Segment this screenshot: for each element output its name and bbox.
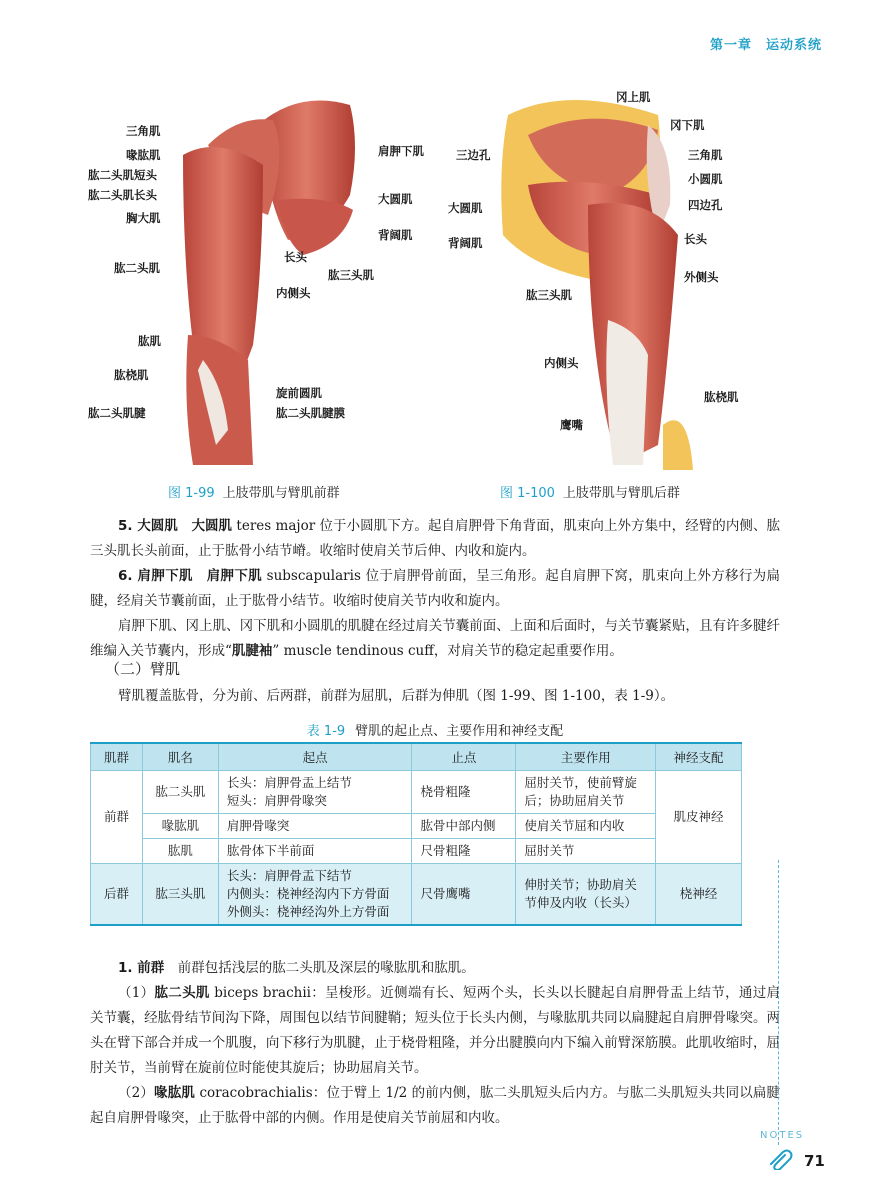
label-brachialis: 肱肌 xyxy=(138,334,161,348)
figure-right-caption xyxy=(500,482,680,501)
term-teres-major: 大圆肌 xyxy=(191,518,233,534)
figure-posterior-arm xyxy=(448,85,768,470)
table-row xyxy=(91,814,742,839)
label-biceps-long-head: 肱二头肌长头 xyxy=(88,188,157,202)
cell-nerve-front: 肌皮神经 xyxy=(656,771,742,864)
label-triceps-posterior: 肱三头肌 xyxy=(526,288,572,302)
label-teres-minor: 小圆肌 xyxy=(688,172,723,186)
col-header-action: 主要作用 xyxy=(516,743,656,771)
col-header-insertion: 止点 xyxy=(412,743,516,771)
text-cuff-a: 肩胛下肌、冈上肌、冈下肌和小圆肌的肌腱在经过肩关节囊前面、上面和后面时，与关节囊紧贴，且有许多腱纤维编入关节囊内，形成“ xyxy=(90,618,780,659)
label-brachioradialis-posterior: 肱桡肌 xyxy=(704,390,739,404)
table-row xyxy=(91,864,742,926)
figure-left-caption xyxy=(168,482,340,501)
label-quadrangular-space: 四边孔 xyxy=(688,198,723,212)
label-olecranon: 鹰嘴 xyxy=(560,418,583,432)
label-triceps: 肱三头肌 xyxy=(328,268,374,282)
chapter-title: 运动系统 xyxy=(765,38,822,53)
cell-action-coracobrachialis: 使肩关节屈和内收 xyxy=(516,814,656,839)
arm-muscle-table xyxy=(90,742,742,926)
cell-origin-coracobrachialis: 肩胛骨喙突 xyxy=(218,814,412,839)
page-number: 71 xyxy=(804,1152,825,1170)
cell-group-back: 后群 xyxy=(91,864,143,926)
heading-teres-major: 5. 大圆肌 xyxy=(118,518,178,534)
label-subscapularis: 肩胛下肌 xyxy=(378,144,424,158)
cell-action-brachialis: 屈肘关节 xyxy=(516,839,656,864)
label-medial-head: 内侧头 xyxy=(276,286,311,300)
label-bicipital-aponeurosis: 肱二头肌腱膜 xyxy=(276,406,345,420)
label-latissimus-posterior: 背阔肌 xyxy=(448,236,483,250)
term-subscapularis: 肩胛下肌 xyxy=(206,568,263,584)
paragraph-anterior-group xyxy=(90,956,780,981)
label-medial-head-posterior: 内侧头 xyxy=(544,356,579,370)
notes-label: NOTES xyxy=(760,1130,805,1141)
origin-line: 短头：肩胛骨喙突 xyxy=(226,793,327,808)
text-anterior-group: 前群包括浅层的肱二头肌及深层的喙肱肌和肱肌。 xyxy=(164,960,475,976)
label-deltoid-posterior: 三角肌 xyxy=(688,148,723,162)
paragraph-subscapularis xyxy=(90,564,780,614)
cell-muscle-triceps: 肱三头肌 xyxy=(142,864,218,926)
text-teres-major: teres major 位于小圆肌下方。起自肩胛骨下角背面，肌束向上外方集中，经臂的内侧、肱三头肌长头前面，止于肱骨小结节嵴。收缩时使肩关节后伸、内收和旋内。 xyxy=(90,518,780,559)
running-header xyxy=(710,34,822,53)
term-biceps: 肱二头肌 xyxy=(154,985,210,1001)
table-row xyxy=(91,771,742,814)
cell-insertion-triceps: 尺骨鹰嘴 xyxy=(412,864,516,926)
heading-anterior-group: 1. 前群 xyxy=(118,960,165,976)
label-latissimus-dorsi: 背阔肌 xyxy=(378,228,413,242)
label-pectoralis-major: 胸大肌 xyxy=(126,211,161,225)
origin-line: 长头：肩胛骨盂下结节 xyxy=(226,868,352,883)
origin-line: 内侧头：桡神经沟内下方骨面 xyxy=(226,886,390,901)
cell-origin-biceps xyxy=(218,771,412,814)
paperclip-icon xyxy=(768,1148,794,1170)
cell-action-triceps: 伸肘关节；协助肩关节伸及内收（长头） xyxy=(516,864,656,926)
table-title: 臂肌的起止点、主要作用和神经支配 xyxy=(355,724,564,739)
cell-origin-triceps xyxy=(218,864,412,926)
text-coracobrachialis: coracobrachialis：位于臂上 1/2 的前内侧，肱二头肌短头后内方。与肱二头肌短头共同以扁腱起自肩胛骨喙突，止于肱骨中部的内侧。作用是使肩关节前屈和内收。 xyxy=(90,1085,781,1126)
figure-right-number: 图 1-100 xyxy=(500,486,555,501)
cell-muscle-coracobrachialis: 喙肱肌 xyxy=(142,814,218,839)
paragraph-teres-major xyxy=(90,514,780,564)
col-header-nerve: 神经支配 xyxy=(656,743,742,771)
notes-divider xyxy=(778,860,779,1145)
table-header-row xyxy=(91,743,742,771)
paragraph-coracobrachialis xyxy=(90,1081,780,1131)
label-triangular-space: 三边孔 xyxy=(456,148,491,162)
cell-muscle-biceps: 肱二头肌 xyxy=(142,771,218,814)
label-biceps: 肱二头肌 xyxy=(114,261,160,275)
cell-origin-brachialis: 肱骨体下半前面 xyxy=(218,839,412,864)
label-biceps-short-head: 肱二头肌短头 xyxy=(88,168,157,182)
table-caption xyxy=(0,720,870,739)
cell-nerve-back: 桡神经 xyxy=(656,864,742,926)
term-coracobrachialis: 喙肱肌 xyxy=(154,1085,195,1101)
label-long-head: 长头 xyxy=(284,250,307,264)
label-lateral-head: 外侧头 xyxy=(684,270,719,284)
col-header-muscle: 肌名 xyxy=(142,743,218,771)
figure-anterior-arm xyxy=(88,85,428,470)
paragraph-arm-muscles: 臂肌覆盖肱骨，分为前、后两群，前群为屈肌，后群为伸肌（图 1-99、图 1-100，表 1-9）。 xyxy=(118,688,675,704)
paragraph-biceps xyxy=(90,981,780,1081)
paragraph-rotator-cuff xyxy=(90,614,780,664)
text-subscapularis: subscapularis 位于肩胛骨前面，呈三角形。起自肩胛下窝，肌束向上外方移行为扁腱，经肩关节囊前面，止于肱骨小结节。收缩时使肩关节内收和旋内。 xyxy=(90,568,781,609)
label-brachioradialis: 肱桡肌 xyxy=(114,368,149,382)
label-coracobrachialis: 喙肱肌 xyxy=(126,148,161,162)
table-row xyxy=(91,839,742,864)
figure-left-number: 图 1-99 xyxy=(168,486,215,501)
label-supraspinatus: 冈上肌 xyxy=(616,90,651,104)
cell-muscle-brachialis: 肱肌 xyxy=(142,839,218,864)
cell-insertion-biceps: 桡骨粗隆 xyxy=(412,771,516,814)
label-deltoid: 三角肌 xyxy=(126,124,161,138)
cell-action-biceps: 屈肘关节，使前臂旋后；协助屈肩关节 xyxy=(516,771,656,814)
col-header-group: 肌群 xyxy=(91,743,143,771)
num-coracobrachialis: （2） xyxy=(118,1085,155,1101)
posterior-arm-illustration xyxy=(448,85,768,470)
text-cuff-c: ” muscle tendinous cuff，对肩关节的稳定起重要作用。 xyxy=(272,643,623,659)
table-number: 表 1-9 xyxy=(306,724,346,739)
origin-line: 长头：肩胛骨盂上结节 xyxy=(226,775,352,790)
label-long-head-posterior: 长头 xyxy=(684,232,707,246)
figure-right-title: 上肢带肌与臂肌后群 xyxy=(562,486,680,501)
num-biceps: （1） xyxy=(118,985,155,1001)
col-header-origin: 起点 xyxy=(218,743,412,771)
text-biceps: biceps brachii：呈梭形。近侧端有长、短两个头，长头以长腱起自肩胛骨盂上结节，通过肩关节囊，经肱骨结节间沟下降，周围包以结节间腱鞘；短头位于长头内侧，与喙肱肌共同以扁腱起自肩胛骨喙突。两头在臂下部合并成一个肌腹，向下移行为肌腱，止于桡骨粗隆，并分出腱膜向内下编入前臂深筋膜。此肌收缩时，屈肘关节，当前臂在旋前位时能使其旋后；协助屈肩关节。 xyxy=(90,985,781,1076)
label-teres-major-posterior: 大圆肌 xyxy=(448,201,483,215)
label-infraspinatus: 冈下肌 xyxy=(670,118,705,132)
section-heading-arm-muscles: （二）臂肌 xyxy=(105,660,181,678)
figure-left-title: 上肢带肌与臂肌前群 xyxy=(222,486,340,501)
label-teres-major: 大圆肌 xyxy=(378,192,413,206)
origin-line: 外侧头：桡神经沟外上方骨面 xyxy=(226,904,390,919)
label-biceps-tendon: 肱二头肌腱 xyxy=(88,406,146,420)
cell-insertion-brachialis: 尺骨粗隆 xyxy=(412,839,516,864)
chapter-number: 第一章 xyxy=(709,38,752,53)
heading-subscapularis: 6. 肩胛下肌 xyxy=(118,568,193,584)
term-rotator-cuff: 肌腱袖 xyxy=(231,643,273,659)
cell-insertion-coracobrachialis: 肱骨中部内侧 xyxy=(412,814,516,839)
label-pronator-teres: 旋前圆肌 xyxy=(276,386,322,400)
cell-group-front: 前群 xyxy=(91,771,143,864)
